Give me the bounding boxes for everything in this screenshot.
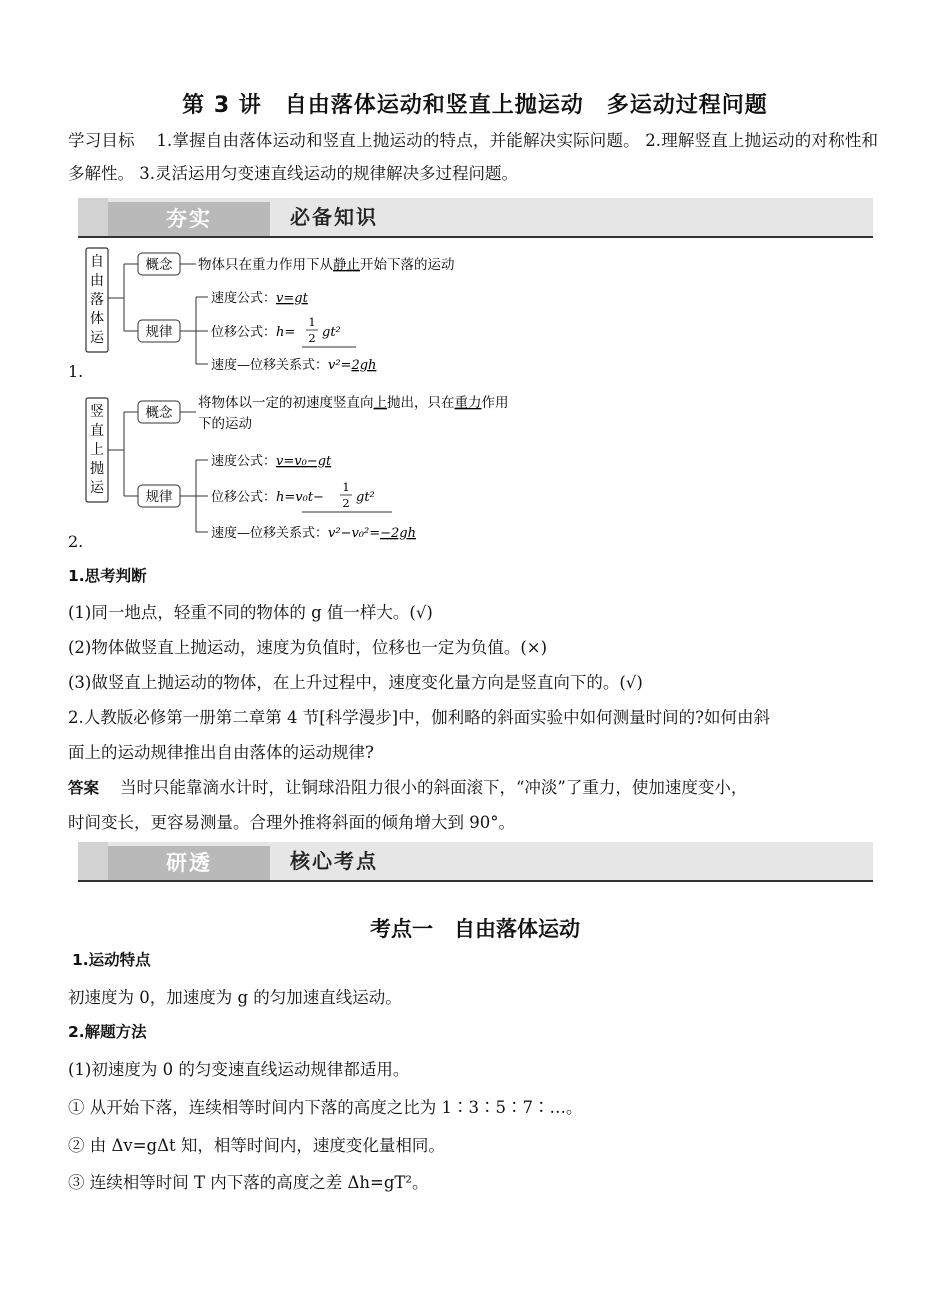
- judge-heading: 1.思考判断: [68, 567, 147, 585]
- svg-text:速度公式：v=gt: 速度公式：v=gt: [211, 291, 308, 306]
- svg-text:位移公式：h=: 位移公式：h=: [211, 325, 296, 340]
- section-name: 核心考点: [290, 849, 378, 873]
- keypoint-heading: 1.运动特点: [72, 951, 151, 969]
- section-header-core: [78, 842, 873, 882]
- keypoint-text: (1)初速度为 0 的匀变速直线运动规律都适用。: [68, 1060, 410, 1079]
- rule-label: 规律: [145, 324, 173, 340]
- judge-item: (2)物体做竖直上抛运动，速度为负值时，位移也一定为负值。(×): [68, 638, 548, 657]
- svg-text:1: 1: [342, 480, 350, 494]
- root-char: 自: [90, 254, 104, 270]
- section-tag: 夯实: [166, 207, 212, 231]
- keypoint-title: 考点一 自由落体运动: [370, 917, 580, 941]
- goals-label: 学习目标: [68, 131, 135, 150]
- svg-text:下的运动: 下的运动: [198, 416, 252, 432]
- diagram2-root: [84, 392, 85, 393]
- svg-text:将物体以一定的初速度竖直向上抛出，只在重力作用: 将物体以一定的初速度竖直向上抛出，只在重力作用: [198, 395, 509, 411]
- svg-text:1: 1: [308, 315, 316, 329]
- svg-text:gt²: gt²: [322, 325, 341, 340]
- keypoint-item: ① 从开始下落，连续相等时间内下落的高度之比为 1∶3∶5∶7∶…。: [68, 1098, 583, 1117]
- section-tag: 研透: [166, 851, 212, 875]
- question-line: 2.人教版必修第一册第二章第 4 节[科学漫步]中，伽利略的斜面实验中如何测量时间的?如何由斜: [68, 708, 770, 727]
- question-line: 面上的运动规律推出自由落体的运动规律?: [68, 743, 374, 762]
- svg-text:运: 运: [90, 480, 104, 496]
- diagram1-root: [84, 242, 85, 243]
- svg-text:体: 体: [90, 311, 104, 327]
- answer-line: 时间变长，更容易测量。合理外推将斜面的倾角增大到 90°。: [68, 813, 515, 832]
- svg-text:2: 2: [308, 331, 316, 345]
- judge-item: (3)做竖直上抛运动的物体，在上升过程中，速度变化量方向是竖直向下的。(√): [68, 673, 643, 692]
- page-title: 第 3 讲 自由落体运动和竖直上抛运动 多运动过程问题: [182, 93, 768, 118]
- answer-label: 答案: [68, 779, 100, 797]
- svg-text:运: 运: [90, 330, 104, 346]
- keypoint-heading: 2.解题方法: [68, 1023, 147, 1041]
- keypoint-item: ② 由 Δv=gΔt 知，相等时间内，速度变化量相同。: [68, 1136, 445, 1155]
- learning-goals: [68, 124, 878, 190]
- diagram1-number: 1.: [68, 362, 84, 381]
- svg-text:2: 2: [342, 496, 350, 510]
- svg-text:竖: 竖: [90, 404, 104, 420]
- svg-text:落: 落: [90, 292, 104, 308]
- svg-text:抛: 抛: [90, 461, 104, 477]
- svg-text:直: 直: [90, 423, 104, 439]
- rule-label: 规律: [145, 489, 173, 505]
- svg-text:速度公式：v=v₀−gt: 速度公式：v=v₀−gt: [211, 454, 332, 469]
- svg-text:由: 由: [90, 273, 104, 289]
- svg-text:速度—位移关系式：v²=2gh: 速度—位移关系式：v²=2gh: [211, 358, 377, 373]
- diagram2-number: 2.: [68, 532, 84, 551]
- svg-text:物体只在重力作用下从静止开始下落的运动: 物体只在重力作用下从静止开始下落的运动: [198, 257, 455, 273]
- concept-label: 概念: [145, 405, 173, 421]
- vertical-throw-concept-map: [84, 392, 604, 548]
- section-name: 必备知识: [290, 205, 378, 229]
- section-header-basics: [78, 198, 873, 238]
- concept-label: 概念: [145, 257, 173, 273]
- free-fall-concept-map: [84, 242, 604, 382]
- judge-item: (1)同一地点，轻重不同的物体的 g 值一样大。(√): [68, 603, 433, 622]
- answer-line: 答案 当时只能靠滴水计时，让铜球沿阻力很小的斜面滚下，“冲淡”了重力，使加速度变小，: [68, 778, 748, 797]
- svg-text:上: 上: [90, 442, 104, 458]
- keypoint-item: ③ 连续相等时间 T 内下落的高度之差 Δh=gT²。: [68, 1173, 429, 1192]
- svg-text:速度—位移关系式：v²−v₀²=−2gh: 速度—位移关系式：v²−v₀²=−2gh: [211, 526, 416, 541]
- goals-text: 1.掌握自由落体运动和竖直上抛运动的特点，并能解决实际问题。 2.理解竖直上抛运动的对称性和多解性。 3.灵活运用匀变速直线运动的规律解决多过程问题。: [68, 131, 879, 183]
- keypoint-text: 初速度为 0，加速度为 g 的匀加速直线运动。: [68, 988, 402, 1007]
- svg-text:位移公式：h=v₀t−: 位移公式：h=v₀t−: [211, 490, 324, 505]
- svg-text:gt²: gt²: [356, 490, 375, 505]
